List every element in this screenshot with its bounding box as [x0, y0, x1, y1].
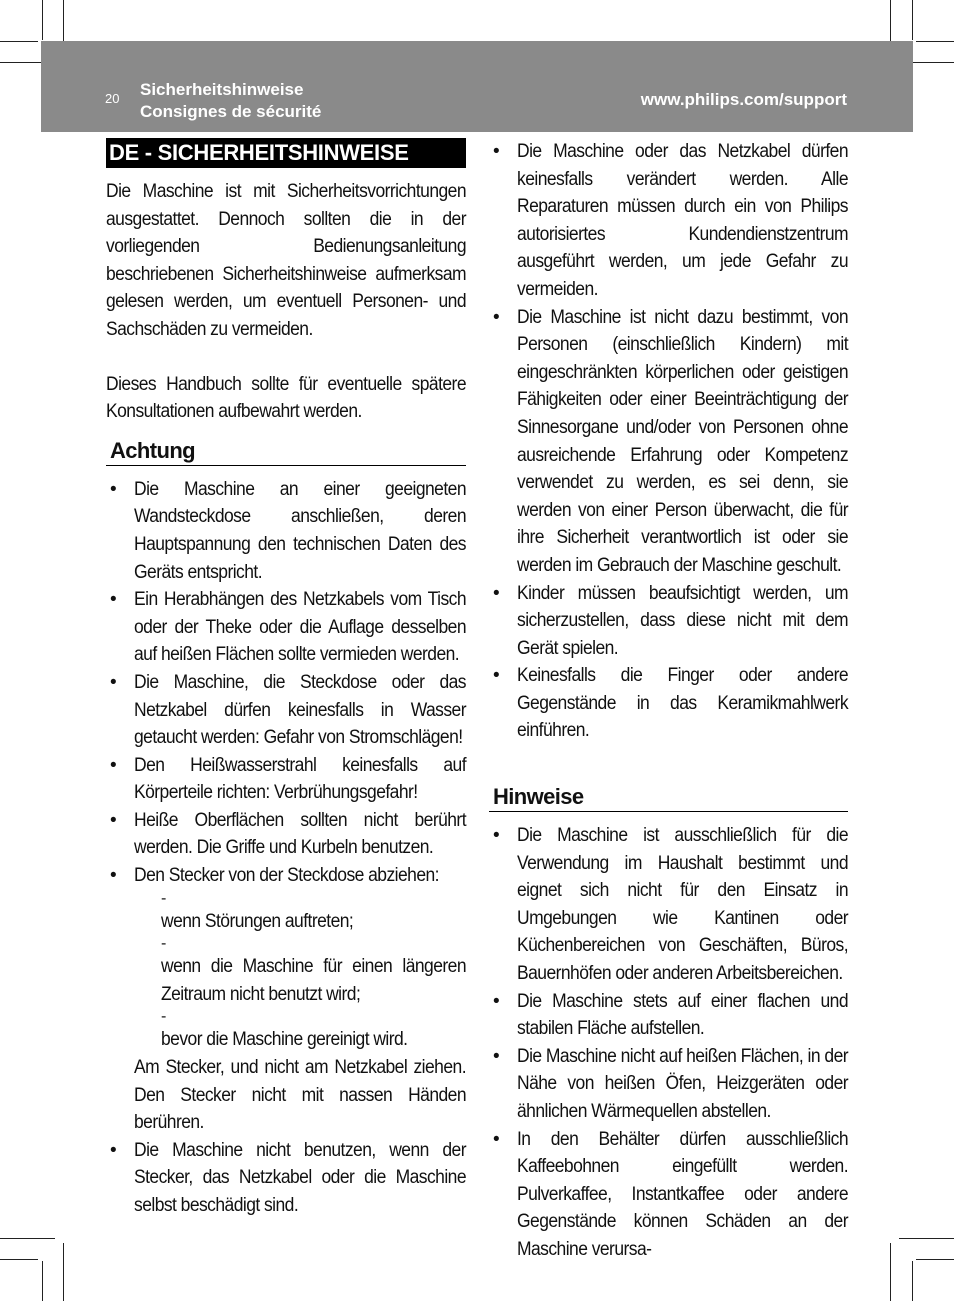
crop-mark — [912, 1261, 913, 1301]
crop-mark — [0, 1259, 38, 1260]
achtung-heading: Achtung — [106, 436, 466, 466]
list-item: • Die Maschine nicht auf heißen Flächen, in der Nähe von heißen Öfen, Heizgeräten oder ähnlichen Wärmequellen abstellen. — [493, 1045, 849, 1122]
section-title: DE - SICHERHEITSHINWEISE — [106, 138, 466, 168]
intro-paragraph: Die Maschine ist mit Sicherheitsvorrichtungen ausgestattet. Dennoch sollten die in der vorliegenden Bedienungsanleitung beschriebenen Sicherheitshinweise aufmerksam gelesen werden, um eventuell Personen- und Sachschäden zu vermeiden. — [106, 181, 467, 340]
list-item: • Die Maschine oder das Netzkabel dürfen keinesfalls verändert werden. Alle Reparaturen müssen durch ein von Philips autorisiertes Kundendienstzentrum ausgeführt werden, um jede Gefahr zu vermeiden. — [493, 141, 849, 300]
list-item: • Die Maschine an einer geeigneten Wandsteckdose anschließen, deren Hauptspannung den technischen Daten des Geräts entspricht. — [110, 478, 467, 583]
crop-mark — [42, 0, 43, 40]
list-item: • Den Heißwasserstrahl keinesfalls auf Körperteile richten: Verbrühungsgefahr! — [110, 754, 467, 804]
crop-mark — [42, 1261, 43, 1301]
list-item-continuation: Am Stecker, und nicht am Netzkabel ziehen. Den Stecker nicht mit nassen Händen berühren. — [134, 1057, 467, 1134]
hinweise-heading: Hinweise — [489, 782, 848, 812]
list-item: • Keinesfalls die Finger oder andere Gegenstände in das Keramikmahlwerk einführen. — [493, 665, 849, 742]
list-item: • Die Maschine nicht benutzen, wenn der Stecker, das Netzkabel oder die Maschine selbst beschädigt sind. — [110, 1139, 467, 1216]
list-item: • Die Maschine ist ausschließlich für die Verwendung im Haushalt bestimmt und eignet sich nicht für den Einsatz in Umgebungen wie Kantinen oder Küchenbereichen von Geschäften, Büros, Bauernhöfen oder anderen Arbeitsbereichen. — [493, 825, 849, 985]
crop-mark — [63, 1243, 64, 1301]
page-number: 20 — [105, 91, 120, 106]
crop-mark — [916, 1259, 954, 1260]
right-column — [489, 138, 848, 1264]
header-titles — [140, 79, 321, 123]
list-item: • Die Maschine, die Steckdose oder das Netzkabel dürfen keinesfalls in Wasser getaucht werden: Gefahr von Stromschlägen! — [110, 671, 467, 749]
sub-list-item: - wenn Störungen auftreten; — [161, 889, 354, 932]
left-column — [106, 138, 466, 1220]
list-item: • In den Behälter dürfen ausschließlich Kaffeebohnen eingefüllt werden. Pulverkaffee, Instantkaffee oder andere Gegenstände können Schäden an der Maschine verursa- — [493, 1128, 849, 1260]
list-item: • Den Stecker von der Steckdose abziehen: — [110, 865, 439, 887]
crop-mark — [890, 1243, 891, 1301]
header-title-de: Sicherheitshinweise — [140, 80, 304, 99]
list-item: • Heiße Oberflächen sollten nicht berührt werden. Die Griffe und Kurbeln benutzen. — [110, 809, 467, 859]
list-item: • Die Maschine stets auf einer flachen und stabilen Fläche aufstellen. — [493, 990, 849, 1040]
list-item: • Ein Herabhängen des Netzkabels vom Tisch oder der Theke oder die Auflage desselben auf heißen Flächen sollte vermieden werden. — [110, 589, 467, 666]
crop-mark — [916, 41, 954, 42]
sub-list-item: - wenn die Maschine für einen längeren Zeitraum nicht benutzt wird; — [161, 935, 467, 1005]
sub-list-item: - bevor die Maschine gereinigt wird. — [161, 1008, 408, 1051]
list-item: • Die Maschine ist nicht dazu bestimmt, von Personen (einschließlich Kindern) mit eingeschränkten körperlichen oder geistigen Fähigkeiten oder einer Beeinträchtigung der Sinnesorgane und/oder von Personen ohne ausreichende Erfahrung oder Kompetenz verwendet zu werden, es sei denn, sie werden von einer Person überwacht, die für ihre Sicherheit verantwortlich ist oder sie werden im Gebrauch der Maschine geschult. — [493, 306, 849, 576]
header-title-fr: Consignes de sécurité — [140, 102, 322, 121]
page-header — [41, 41, 913, 132]
crop-mark — [0, 41, 38, 42]
crop-mark — [0, 1238, 55, 1239]
list-item: • Kinder müssen beaufsichtigt werden, um sicherzustellen, dass diese nicht mit dem Gerät spielen. — [493, 582, 849, 659]
crop-mark — [899, 1238, 954, 1239]
support-url: www.philips.com/support — [640, 90, 847, 109]
intro-paragraph: Dieses Handbuch sollte für eventuelle spätere Konsultationen aufbewahrt werden. — [106, 373, 467, 423]
crop-mark — [912, 0, 913, 40]
